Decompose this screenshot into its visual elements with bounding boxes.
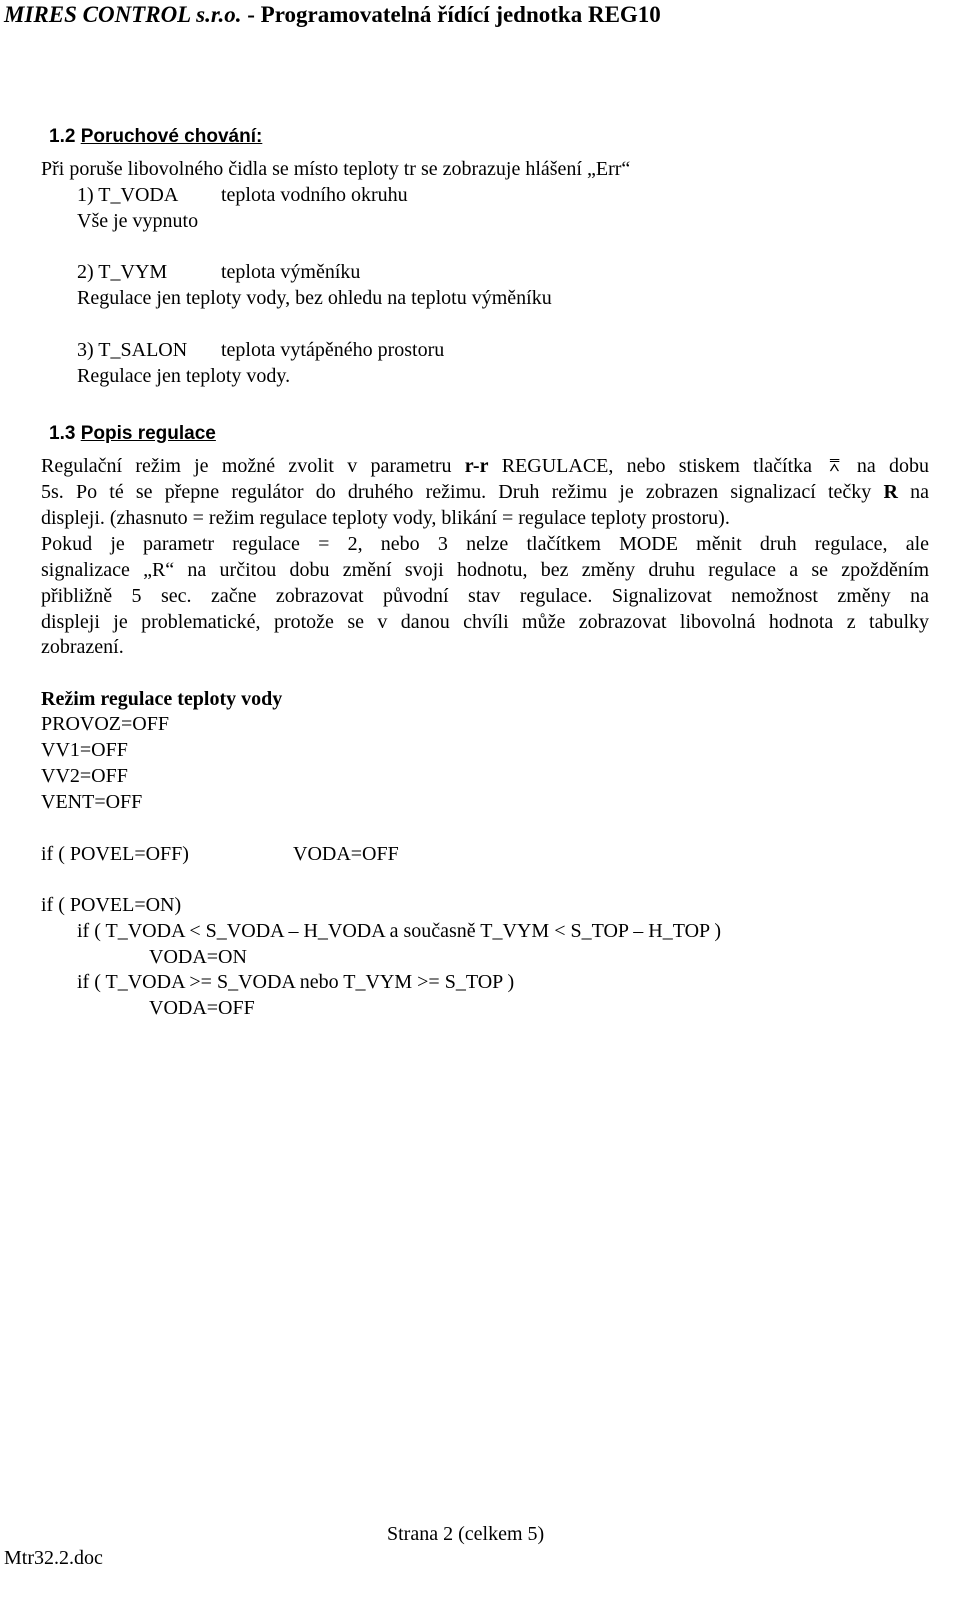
fault-item-note: Vše je vypnuto (77, 210, 199, 232)
init-statement: PROVOZ=OFF (41, 713, 169, 735)
water-mode-title: Režim regulace teploty vody (41, 688, 283, 710)
paragraph-line: zobrazení. (41, 636, 124, 658)
paragraph-line: Regulační režim je možné zvolit v parametru r-r REGULACE, nebo stiskem tlačítka ⩞ na dobu (41, 455, 930, 477)
if-off-result: VODA=OFF (293, 843, 399, 865)
document-title: - Programovatelná řídící jednotka REG10 (247, 2, 661, 27)
paragraph-line: Pokud je parametr regulace = 2, nebo 3 nelze tlačítkem MODE měnit druh regulace, ale (41, 533, 929, 555)
page-number: Strana 2 (celkem 5) (387, 1523, 545, 1545)
section-heading-1-3: 1.3 Popis regulace (49, 423, 216, 444)
condition-1-result: VODA=ON (149, 946, 247, 968)
init-statement: VV2=OFF (41, 765, 128, 787)
fault-item-desc: teplota vytápěného prostoru (221, 339, 445, 361)
condition-2: if ( T_VODA >= S_VODA nebo T_VYM >= S_TOP ) (77, 971, 515, 993)
fault-item-note: Regulace jen teploty vody, bez ohledu na teplotu výměníku (77, 287, 552, 309)
if-off-condition: if ( POVEL=OFF) (41, 843, 189, 865)
paragraph-line: přibližně 5 sec. začne zobrazovat původní stav regulace. Signalizovat nemožnost změny na (41, 585, 929, 607)
paragraph-line: signalizace „R“ na určitou dobu změní svoji hodnotu, bez změny druhu regulace a se zpožděním (41, 559, 929, 581)
fault-item-label: 2) T_VYM (77, 261, 168, 283)
paragraph-line: displeji. (zhasnuto = režim regulace teploty vody, blikání = regulace teploty prostoru). (41, 507, 730, 529)
init-statement: VV1=OFF (41, 739, 128, 761)
fault-item-label: 3) T_SALON (77, 339, 188, 361)
fault-item-desc: teplota vodního okruhu (221, 184, 408, 206)
condition-2-result: VODA=OFF (149, 997, 255, 1019)
fault-item-desc: teplota výměníku (221, 261, 361, 283)
company-name: MIRES CONTROL s.r.o. (4, 2, 242, 27)
fault-item-note: Regulace jen teploty vody. (77, 365, 291, 387)
down-triangle-button-icon: ⩞ (829, 456, 840, 476)
init-statement: VENT=OFF (41, 791, 143, 813)
fault-intro: Při poruše libovolného čidla se místo teploty tr se zobrazuje hlášení „Err“ (41, 158, 631, 180)
file-name: Mtr32.2.doc (4, 1547, 103, 1569)
paragraph-line: displeji je problematické, protože se v danou chvíli může zobrazovat libovolná hodnota z tabulky (41, 611, 929, 633)
document-header (4, 3, 661, 26)
paragraph-line: 5s. Po té se přepne regulátor do druhého režimu. Druh režimu je zobrazen signalizací tečky R na (41, 481, 930, 503)
section-heading-1-2: 1.2 Poruchové chování: (49, 126, 263, 147)
condition-1: if ( T_VODA < S_VODA – H_VODA a současně T_VYM < S_TOP – H_TOP ) (77, 920, 722, 942)
if-on-condition: if ( POVEL=ON) (41, 894, 182, 916)
fault-item-label: 1) T_VODA (77, 184, 179, 206)
